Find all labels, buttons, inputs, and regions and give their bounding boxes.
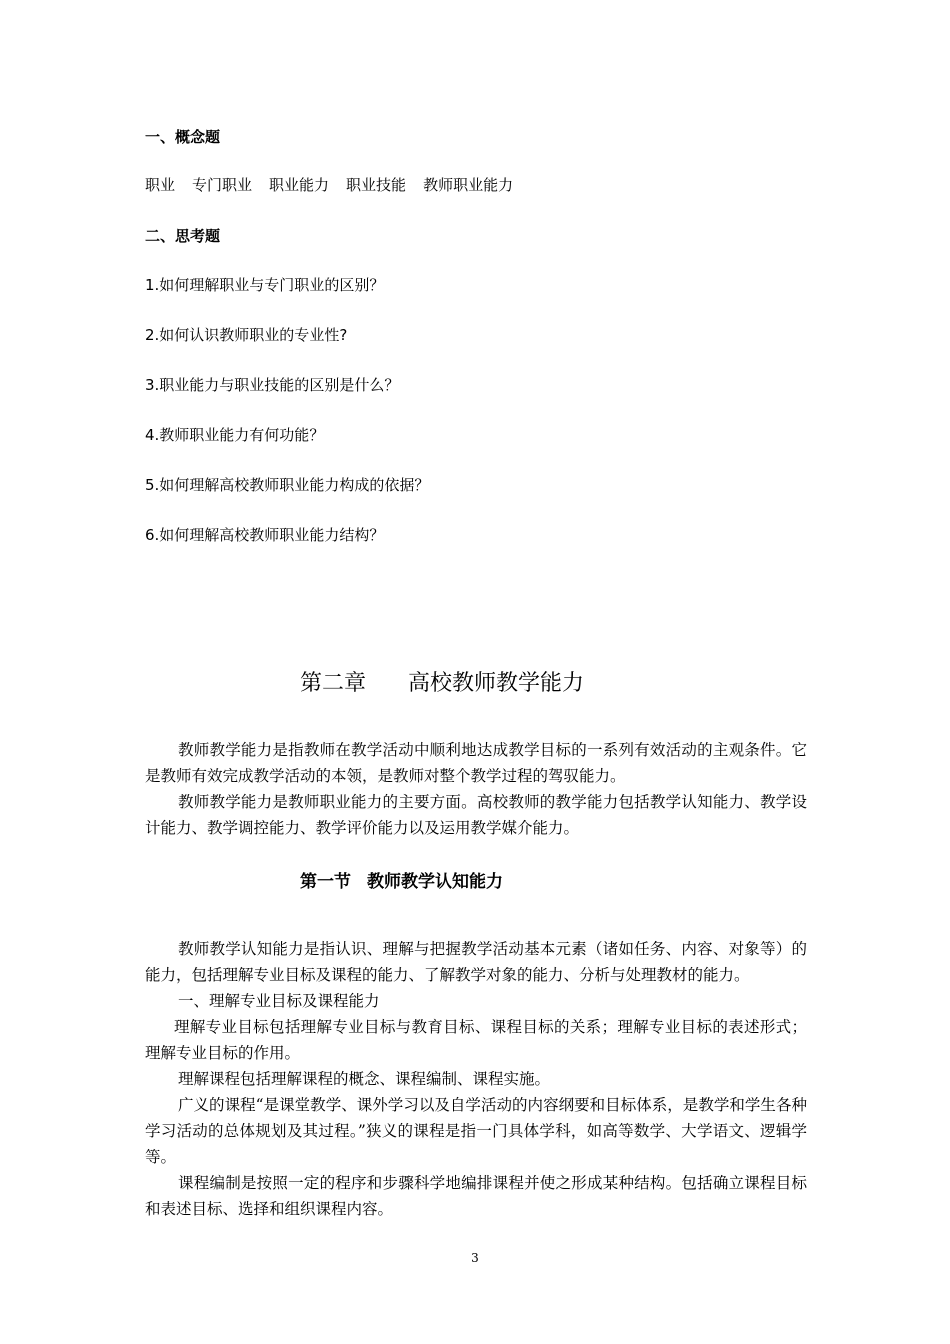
section-paragraph: 理解专业目标包括理解专业目标与教育目标、课程目标的关系；理解专业目标的表述形式；理解专业目标的作用。 — [145, 1018, 807, 1062]
question-item: 4.教师职业能力有何功能？ — [145, 426, 325, 444]
section-paragraph: 理解课程包括理解课程的概念、课程编制、课程实施。 — [178, 1070, 551, 1088]
subsection-heading: 一、理解专业目标及课程能力 — [178, 992, 380, 1010]
chapter-number: 第二章 — [300, 671, 367, 696]
section-name: 教师教学认知能力 — [367, 872, 503, 892]
term-item: 职业 — [145, 176, 176, 194]
concepts-heading: 一、概念题 — [145, 128, 221, 146]
term-item: 职业技能 — [346, 176, 407, 194]
section-number: 第一节 — [300, 872, 351, 892]
question-item: 2.如何认识教师职业的专业性? — [145, 326, 348, 344]
chapter-paragraph: 教师教学能力是指教师在教学活动中顺利地达成教学目标的一系列有效活动的主观条件。它是教师有效完成教学活动的本领，是教师对整个教学过程的驾驭能力。 — [145, 741, 807, 785]
term-item: 专门职业 — [192, 176, 253, 194]
chapter-paragraph: 教师教学能力是教师职业能力的主要方面。高校教师的教学能力包括教学认知能力、教学设计能力、教学调控能力、教学评价能力以及运用教学媒介能力。 — [145, 793, 807, 837]
section-paragraph: 教师教学认知能力是指认识、理解与把握教学活动基本元素（诸如任务、内容、对象等）的能力，包括理解专业目标及课程的能力、了解教学对象的能力、分析与处理教材的能力。 — [145, 940, 807, 984]
term-item: 职业能力 — [269, 176, 330, 194]
term-item: 教师职业能力 — [423, 176, 514, 194]
question-item: 1.如何理解职业与专门职业的区别？ — [145, 276, 385, 294]
chapter-name: 高校教师教学能力 — [408, 671, 585, 696]
question-item: 3.职业能力与职业技能的区别是什么？ — [145, 376, 400, 394]
concept-terms — [145, 178, 513, 193]
section-title — [300, 874, 503, 891]
section-paragraph: 广义的课程“是课堂教学、课外学习以及自学活动的内容纲要和目标体系，是教学和学生各种学习活动的总体规划及其过程。”狭义的课程是指一门具体学科，如高等数学、大学语文、逻辑学等。 — [145, 1096, 807, 1166]
question-item: 6.如何理解高校教师职业能力结构？ — [145, 526, 385, 544]
section-paragraph: 课程编制是按照一定的程序和步骤科学地编排课程并使之形成某种结构。包括确立课程目标和表述目标、选择和组织课程内容。 — [145, 1174, 807, 1218]
thinking-heading: 二、思考题 — [145, 227, 221, 245]
page-number: 3 — [471, 1251, 479, 1265]
question-item: 5.如何理解高校教师职业能力构成的依据？ — [145, 476, 430, 494]
chapter-title — [300, 673, 584, 695]
